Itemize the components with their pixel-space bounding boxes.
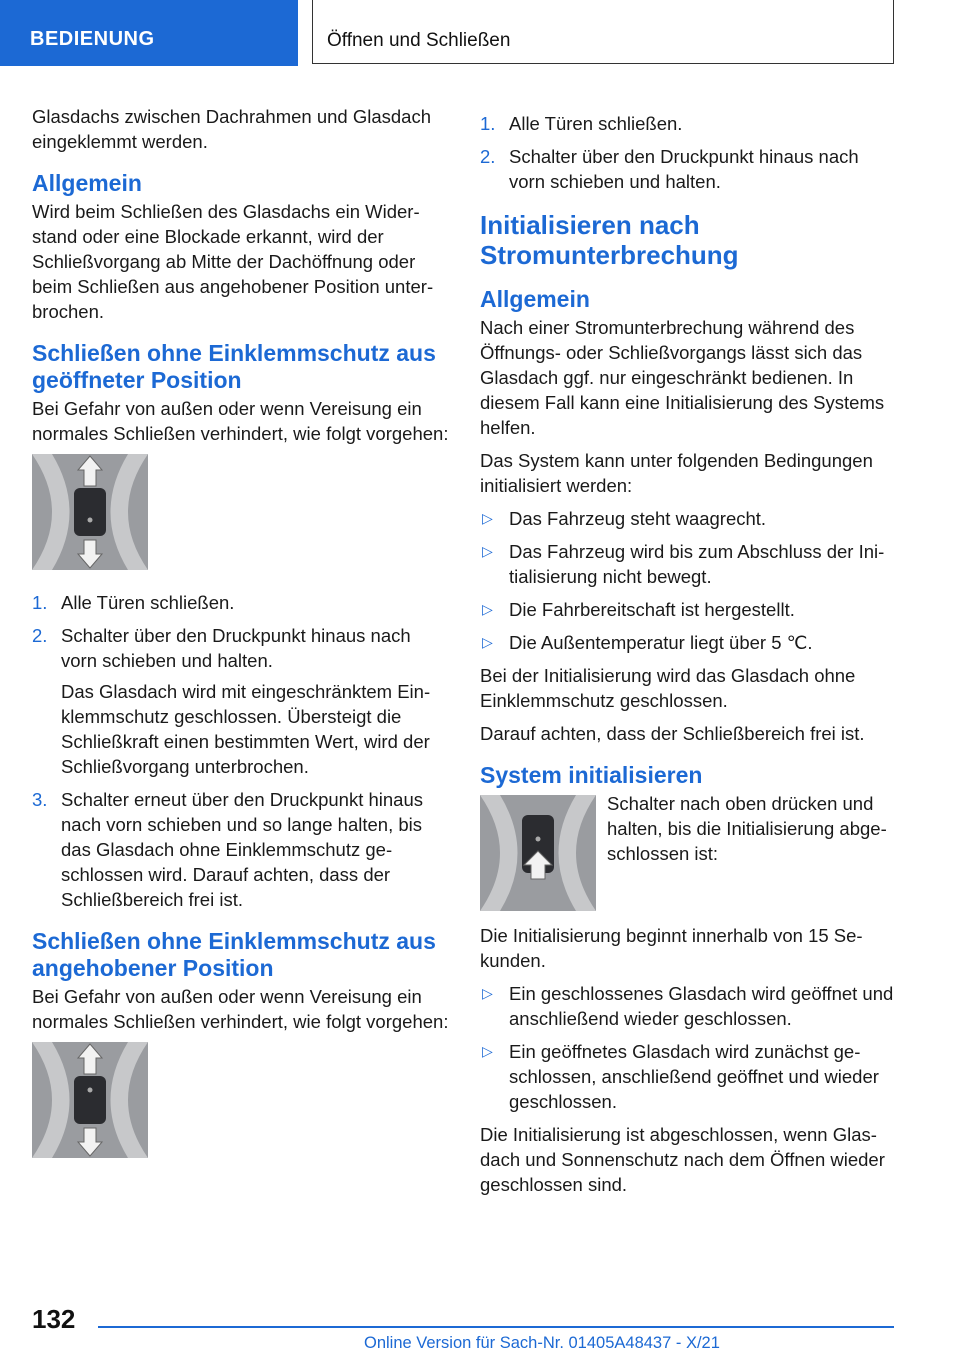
bullet-triangle-icon: ▷	[482, 510, 493, 526]
system-init-block	[480, 791, 898, 911]
condition-text: Das Fahrzeug steht waagrecht.	[509, 508, 767, 529]
paragraph-init-3: Bei der Initialisierung wird das Glasdach ohne Einklemmschutz geschlossen.	[480, 665, 856, 711]
step-item	[32, 623, 450, 779]
heading-allgemein-right: Allgemein	[480, 286, 590, 312]
paragraph-init-6: Die Initialisierung ist abgeschlossen, wenn Glasdach und Sonnenschutz nach dem Öffnen wieder geschlossen sind.	[480, 1124, 885, 1195]
step-number: 2.	[480, 146, 496, 167]
step-text: Schalter erneut über den Druckpunkt hinaus nach vorn schieben und so lange halten, bis das Glasdach ohne Einklemmschutz geschlossen wird. Darauf achten, dass der Schließbereich frei ist.	[61, 789, 423, 910]
left-column	[32, 104, 450, 1178]
paragraph-init-1: Nach einer Stromunterbrechung während des Öffnungs- oder Schließvorgangs lässt sich das Glasdach ggf. nur eingeschränkt bedienen. In diesem Fall kann eine Initialisierung des Systems helfen.	[480, 317, 885, 438]
paragraph-open-position: Bei Gefahr von außen oder wenn Vereisung ein normales Schließen verhindert, wie folgt vorgehen:	[32, 398, 449, 444]
step-text: Schalter über den Druckpunkt hinaus nach vorn schieben und halten.	[61, 625, 411, 671]
result-item	[480, 981, 898, 1031]
bullet-triangle-icon: ▷	[482, 1043, 493, 1059]
paragraph-init-2: Das System kann unter folgenden Bedingungen initialisiert werden:	[480, 450, 873, 496]
page-header	[0, 0, 960, 66]
step-continuation: Das Glasdach wird mit eingeschränktem Einklemmschutz geschlossen. Übersteigt die Schließkraft einen bestimmten Wert, wird der Schließvorgang unterbrochen.	[61, 681, 431, 777]
switch-forward-image-2	[32, 1042, 148, 1158]
step-item	[480, 144, 898, 194]
paragraph-init-5: Die Initialisierung beginnt innerhalb von 15 Sekunden.	[480, 925, 863, 971]
step-item	[480, 111, 898, 136]
step-text: Alle Türen schließen.	[61, 592, 235, 613]
heading-system-init: System initialisieren	[480, 762, 703, 788]
footer-divider	[98, 1326, 894, 1328]
step-number: 2.	[32, 625, 48, 646]
footer-version: Online Version für Sach-Nr. 01405A48437 - X/21	[364, 1334, 720, 1352]
right-column	[480, 111, 898, 1205]
bullet-triangle-icon: ▷	[482, 601, 493, 617]
bullet-triangle-icon: ▷	[482, 543, 493, 559]
intro-paragraph: Glasdachs zwischen Dachrahmen und Glasdach eingeklemmt werden.	[32, 106, 431, 152]
paragraph-system-init: Schalter nach oben drücken und halten, bis die Initialisierung abgeschlossen ist:	[607, 793, 887, 864]
paragraph-raised-position: Bei Gefahr von außen oder wenn Vereisung ein normales Schließen verhindert, wie folgt vorgehen:	[32, 986, 449, 1032]
step-text: Schalter über den Druckpunkt hinaus nach vorn schieben und halten.	[509, 146, 859, 192]
page-number: 132	[32, 1304, 76, 1334]
condition-item	[480, 597, 898, 622]
step-number: 1.	[480, 113, 496, 134]
chapter-tab	[312, 0, 894, 64]
condition-text: Die Fahrbereitschaft ist hergestellt.	[509, 599, 795, 620]
heading-initialization: Initialisieren nach Stromunterbrechung	[480, 210, 739, 270]
switch-up-image	[480, 795, 596, 911]
chapter-title: Öffnen und Schließen	[327, 30, 511, 51]
condition-text: Das Fahrzeug wird bis zum Abschluss der Initialisierung nicht bewegt.	[509, 541, 885, 587]
step-item	[32, 787, 450, 912]
paragraph-init-4: Darauf achten, dass der Schließbereich frei ist.	[480, 723, 865, 744]
bullet-triangle-icon: ▷	[482, 634, 493, 650]
bullet-triangle-icon: ▷	[482, 985, 493, 1001]
heading-raised-position: Schließen ohne Einklemmschutz aus angehobener Position	[32, 928, 436, 981]
condition-text: Die Außentemperatur liegt über 5 ℃.	[509, 632, 813, 653]
condition-item	[480, 630, 898, 655]
section-label: BEDIENUNG	[30, 28, 155, 50]
paragraph-allgemein: Wird beim Schließen des Glasdachs ein Widerstand oder eine Blockade erkannt, wird der Schließvorgang ab Mitte der Dachöffnung oder beim Schließen aus angehobener Position unterbrochen.	[32, 201, 434, 322]
result-text: Ein geöffnetes Glasdach wird zunächst geschlossen, anschließend geöffnet und wieder geschlossen.	[509, 1041, 879, 1112]
result-text: Ein geschlossenes Glasdach wird geöffnet und anschließend wieder geschlossen.	[509, 983, 894, 1029]
switch-forward-image	[32, 454, 148, 570]
step-item	[32, 590, 450, 615]
condition-item	[480, 506, 898, 531]
section-tab	[0, 0, 298, 66]
step-number: 1.	[32, 592, 48, 613]
result-item	[480, 1039, 898, 1114]
heading-allgemein: Allgemein	[32, 170, 142, 196]
heading-open-position: Schließen ohne Einklemmschutz aus geöffneter Position	[32, 340, 436, 393]
step-number: 3.	[32, 789, 48, 810]
condition-item	[480, 539, 898, 589]
step-text: Alle Türen schließen.	[509, 113, 683, 134]
